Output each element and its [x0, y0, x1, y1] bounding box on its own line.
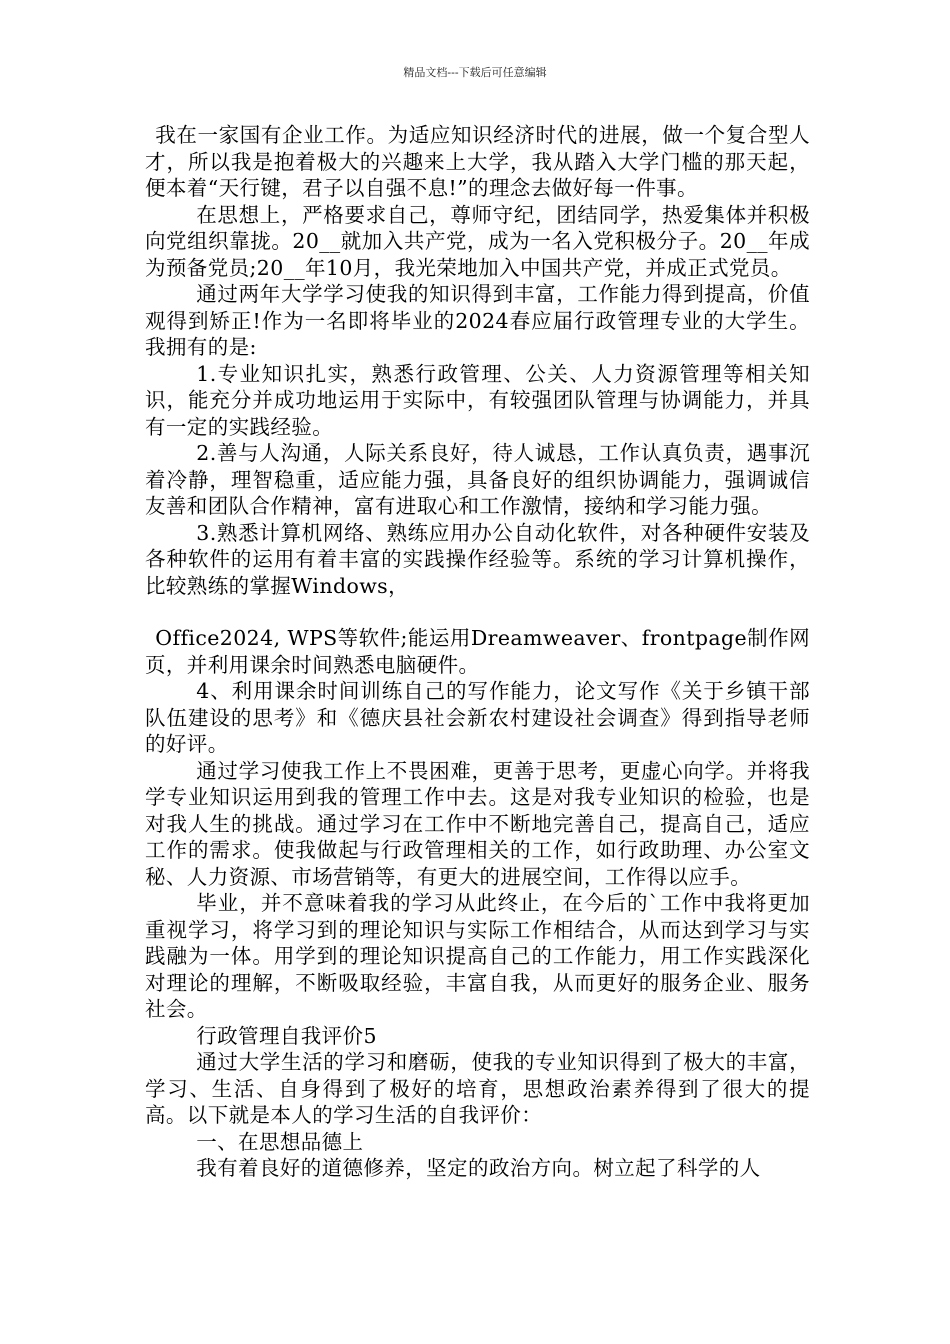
- paragraph-item-3-continued: Office2024, WPS等软件;能运用Dreamweaver、frontpage制作网页，并利用课余时间熟悉电脑硬件。: [145, 626, 810, 677]
- section-heading: 行政管理自我评价5: [196, 1023, 377, 1048]
- document-body: [145, 122, 810, 1182]
- paragraph-morality: 我有着良好的道德修养，坚定的政治方向。树立起了科学的人: [196, 1156, 761, 1180]
- paragraph-study-overview: 通过两年大学学习使我的知识得到丰富，工作能力得到提高，价值观得到矫正!作为一名即将毕业的2024春应届行政管理专业的大学生。我拥有的是:: [145, 282, 810, 359]
- paragraph-item-1: 1.专业知识扎实，熟悉行政管理、公关、人力资源管理等相关知识，能充分并成功地运用于实际中，有较强团队管理与协调能力，并具有一定的实践经验。: [145, 361, 810, 439]
- paragraph-graduation: 毕业，并不意味着我的学习从此终止，在今后的`工作中我将更加重视学习，将学习到的理论知识与实际工作相结合，从而达到学习与实践融为一体。用学到的理论知识提高自己的工作能力，用工作实践深化对理论的理解，不断吸取经验，丰富自我，从而更好的服务企业、服务社会。: [145, 891, 810, 1021]
- paragraph-ideology: 在思想上，严格要求自己，尊师守纪，团结同学，热爱集体并积极向党组织靠拢。20__就加入共产党，成为一名入党积极分子。20__年成为预备党员;20__年10月，我光荣地加入中国共产党，并成正式党员。: [145, 202, 810, 280]
- subsection-heading: 一、在思想品德上: [196, 1129, 364, 1154]
- paragraph-work-benefit: 通过学习使我工作上不畏困难，更善于思考，更虚心向学。并将我学专业知识运用到我的管理工作中去。这是对我专业知识的检验，也是对我人生的挑战。通过学习在工作中不断地完善自己，提高自己，适应工作的需求。使我做起与行政管理相关的工作，如行政助理、办公室文秘、人力资源、市场营销等，有更大的进展空间，工作得以应手。: [145, 758, 810, 889]
- paragraph-intro: 我在一家国有企业工作。为适应知识经济时代的进展，做一个复合型人才，所以我是抱着极大的兴趣来上大学，我从踏入大学门槛的那天起，便本着“天行键，君子以自强不息!”的理念去做好每一件事。: [145, 123, 810, 200]
- paragraph-gap: [145, 599, 810, 625]
- paragraph-self-evaluation: 通过大学生活的学习和磨砺，使我的专业知识得到了极大的丰富，学习、生活、自身得到了极好的培育，思想政治素养得到了很大的提高。以下就是本人的学习生活的自我评价：: [145, 1050, 810, 1127]
- page-header: 精品文档---下载后可任意编辑: [403, 66, 547, 79]
- paragraph-item-4: 4、利用课余时间训练自己的写作能力，论文写作《关于乡镇干部队伍建设的思考》和《德庆县社会新农村建设社会调查》得到指导老师的好评。: [145, 679, 810, 756]
- paragraph-item-3: 3.熟悉计算机网络、熟练应用办公自动化软件，对各种硬件安装及各种软件的运用有着丰富的实践操作经验等。系统的学习计算机操作，比较熟练的掌握Windows，: [145, 520, 810, 598]
- paragraph-item-2: 2.善与人沟通，人际关系良好，待人诚恳，工作认真负责，遇事沉着冷静，理智稳重，适应能力强，具备良好的组织协调能力，强调诚信友善和团队合作精神，富有进取心和工作激情，接纳和学习能力强。: [145, 441, 810, 518]
